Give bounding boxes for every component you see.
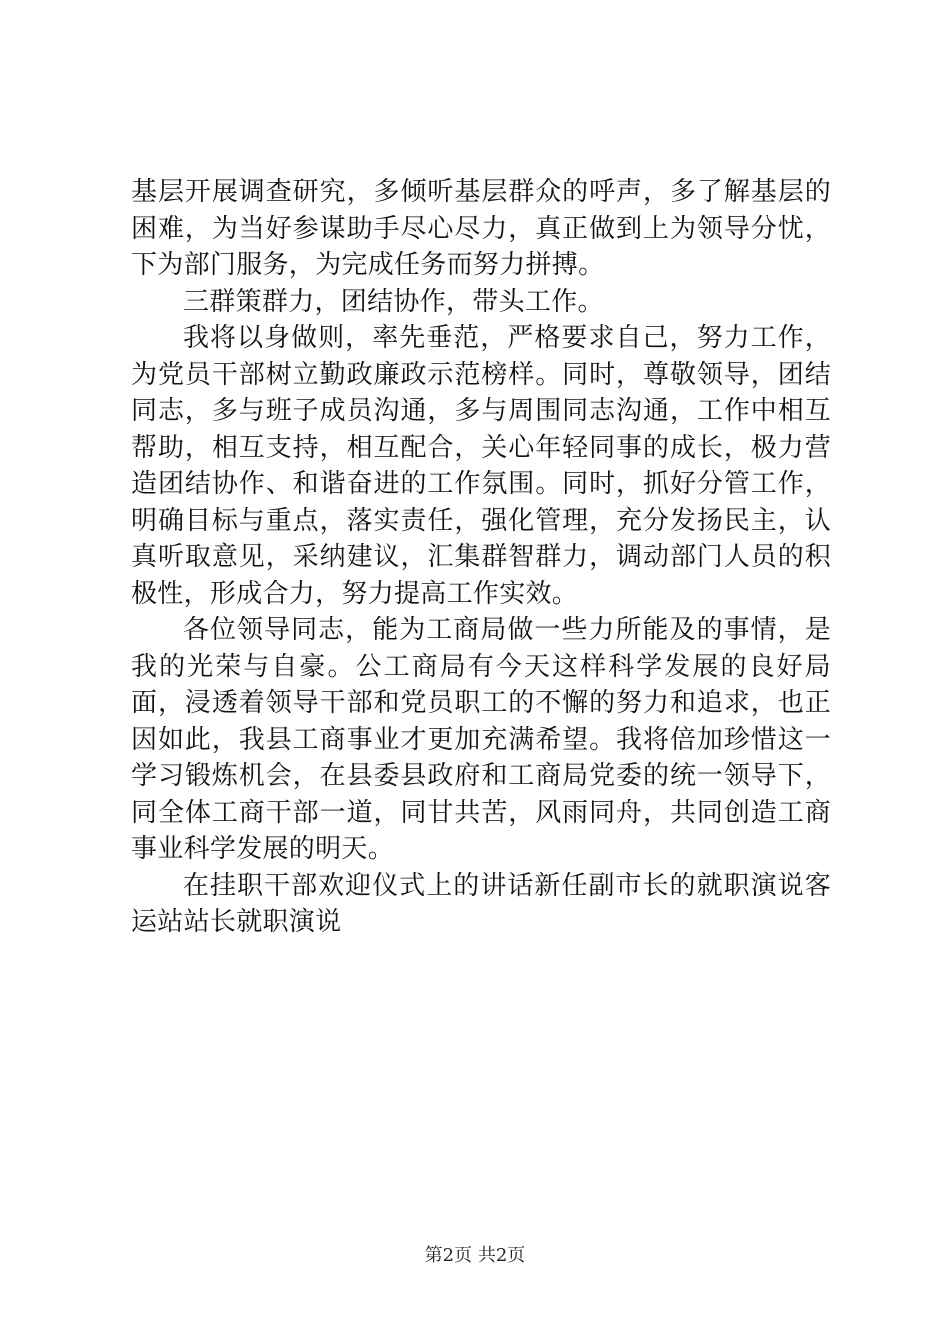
page-footer: 第2页 共2页: [424, 1245, 526, 1266]
paragraph-related-titles: 在挂职干部欢迎仪式上的讲话新任副市长的就职演说客运站站长就职演说: [131, 870, 831, 937]
paragraph-continuation: 基层开展调查研究，多倾听基层群众的呼声，多了解基层的困难，为当好参谋助手尽心尽力，真正做到上为领导分忧，下为部门服务，为完成任务而努力拼搏。: [131, 177, 831, 280]
document-body: [131, 174, 831, 941]
paragraph-commitment: 我将以身做则，率先垂范，严格要求自己，努力工作，为党员干部树立勤政廉政示范榜样。同时，尊敬领导，团结同志，多与班子成员沟通，多与周围同志沟通，工作中相互帮助，相互支持，相互配合，关心年轻同事的成长，极力营造团结协作、和谐奋进的工作氛围。同时，抓好分管工作，明确目标与重点，落实责任，强化管理，充分发扬民主，认真听取意见，采纳建议，汇集群智群力，调动部门人员的积极性，形成合力，努力提高工作实效。: [131, 323, 831, 609]
paragraph-section-heading: 三群策群力，团结协作，带头工作。: [183, 286, 604, 317]
paragraph-closing: 各位领导同志，能为工商局做一些力所能及的事情，是我的光荣与自豪。公工商局有今天这样科学发展的良好局面，浸透着领导干部和党员职工的不懈的努力和追求，也正因如此，我县工商事业才更加充满希望。我将倍加珍惜这一学习锻炼机会，在县委县政府和工商局党委的统一领导下，同全体工商干部一道，同甘共苦，风雨同舟，共同创造工商事业科学发展的明天。: [131, 615, 831, 864]
